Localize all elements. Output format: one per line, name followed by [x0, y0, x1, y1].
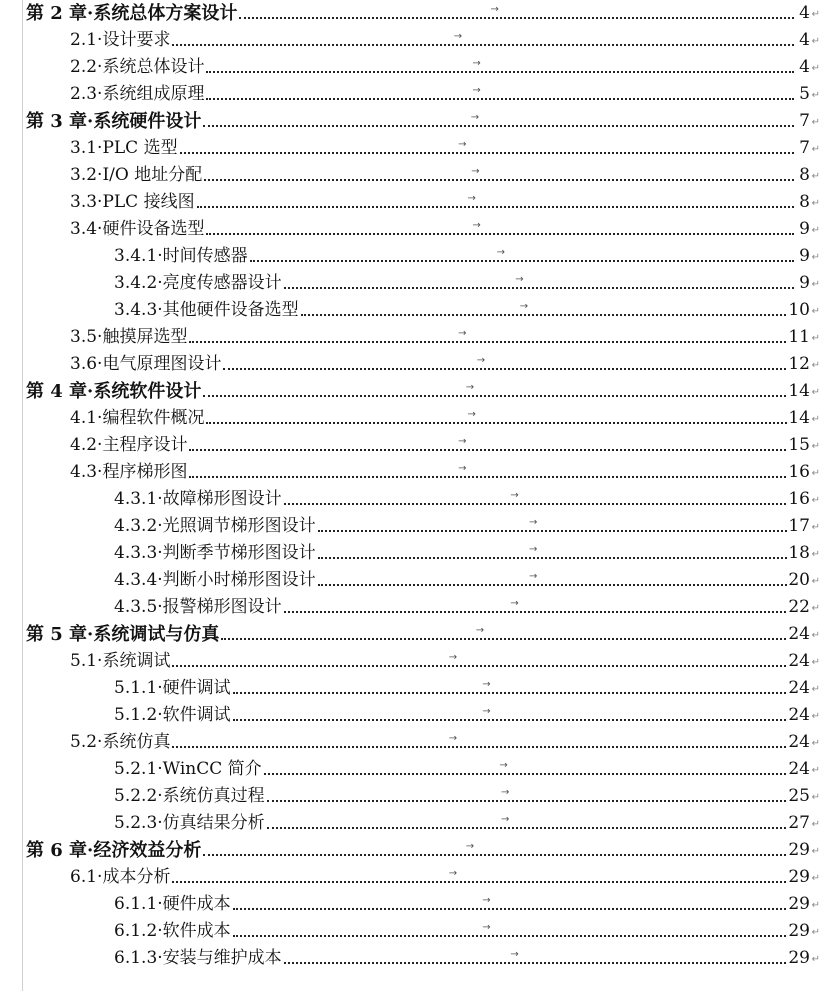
tab-mark-icon: → [482, 706, 491, 717]
toc-entry-title: 3.6·电气原理图设计 [70, 351, 223, 378]
dot-leader [233, 719, 794, 721]
toc-page-number: 29 [787, 945, 810, 972]
toc-page-number: 11 [787, 324, 810, 351]
tab-mark-icon: → [472, 58, 481, 69]
toc-entry[interactable] [0, 918, 830, 945]
toc-entry-title: 4.3.4·判断小时梯形图设计 [114, 567, 318, 594]
toc-entry-title: 3.1·PLC 选型 [70, 135, 180, 162]
paragraph-mark-icon: ↵ [811, 657, 820, 668]
dot-leader [172, 881, 794, 883]
dot-leader [284, 503, 794, 505]
paragraph-mark-icon: ↵ [811, 441, 820, 452]
dot-leader [284, 287, 794, 289]
paragraph-mark-icon: ↵ [811, 117, 820, 128]
dot-leader [221, 638, 794, 640]
toc-entry-title: 第 6 章·经济效益分析 [26, 837, 203, 864]
dot-leader [206, 422, 794, 424]
paragraph-mark-icon: ↵ [811, 738, 820, 749]
dot-leader [318, 584, 794, 586]
dot-leader [267, 800, 794, 802]
toc-page-number: 9 [798, 270, 810, 297]
toc-entry-title: 3.5·触摸屏选型 [70, 324, 189, 351]
toc-page-number: 24 [787, 675, 810, 702]
paragraph-mark-icon: ↵ [811, 333, 820, 344]
dot-leader [203, 854, 794, 856]
paragraph-mark-icon: ↵ [811, 279, 820, 290]
toc-page-number: 15 [787, 432, 810, 459]
tab-mark-icon: → [472, 220, 481, 231]
toc-entry-title: 4.3.1·故障梯形图设计 [114, 486, 284, 513]
toc-page-number: 29 [787, 837, 810, 864]
tab-mark-icon: → [482, 922, 491, 933]
paragraph-mark-icon: ↵ [811, 549, 820, 560]
toc-page-number: 20 [787, 567, 810, 594]
paragraph-mark-icon: ↵ [811, 954, 820, 965]
toc-page-number: 24 [787, 729, 810, 756]
paragraph-mark-icon: ↵ [811, 306, 820, 317]
paragraph-mark-icon: ↵ [811, 63, 820, 74]
dot-leader [180, 152, 794, 154]
tab-mark-icon: → [458, 139, 467, 150]
dot-leader [206, 71, 794, 73]
toc-entry-title: 4.3·程序梯形图 [70, 459, 189, 486]
dot-leader [189, 341, 794, 343]
toc-page-number: 18 [787, 540, 810, 567]
toc-page-number: 16 [787, 459, 810, 486]
toc-page-number: 4 [798, 0, 810, 27]
paragraph-mark-icon: ↵ [811, 819, 820, 830]
tab-mark-icon: → [529, 544, 538, 555]
toc-entry-title: 6.1.1·硬件成本 [114, 891, 233, 918]
paragraph-mark-icon: ↵ [811, 9, 820, 20]
toc-entry[interactable] [0, 432, 830, 459]
paragraph-mark-icon: ↵ [811, 684, 820, 695]
toc-entry-title: 第 4 章·系统软件设计 [26, 378, 203, 405]
toc-page-number: 5 [798, 81, 810, 108]
toc-page-number: 17 [787, 513, 810, 540]
toc-entry[interactable] [0, 513, 830, 540]
toc-page-number: 14 [787, 378, 810, 405]
toc-entry-title: 4.3.2·光照调节梯形图设计 [114, 513, 318, 540]
toc-entry[interactable] [0, 540, 830, 567]
toc-entry[interactable] [0, 675, 830, 702]
toc-entry[interactable] [0, 594, 830, 621]
toc-entry-title: 3.3·PLC 接线图 [70, 189, 197, 216]
toc-page-number: 24 [787, 621, 810, 648]
dot-leader [204, 179, 794, 181]
toc-page-number: 27 [787, 810, 810, 837]
toc-page-number: 10 [787, 297, 810, 324]
dot-leader [267, 827, 794, 829]
dot-leader [284, 611, 794, 613]
paragraph-mark-icon: ↵ [811, 36, 820, 47]
toc-page-number: 14 [787, 405, 810, 432]
dot-leader [250, 260, 794, 262]
tab-mark-icon: → [496, 247, 505, 258]
dot-leader [233, 908, 794, 910]
paragraph-mark-icon: ↵ [811, 252, 820, 263]
toc-entry[interactable] [0, 27, 830, 54]
dot-leader [203, 125, 794, 127]
toc-page-number: 24 [787, 756, 810, 783]
toc-entry-title: 4.3.3·判断季节梯形图设计 [114, 540, 318, 567]
toc-page-number: 16 [787, 486, 810, 513]
paragraph-mark-icon: ↵ [811, 522, 820, 533]
toc-entry-title: 5.1.1·硬件调试 [114, 675, 233, 702]
toc-page-number: 29 [787, 891, 810, 918]
tab-mark-icon: → [471, 166, 480, 177]
tab-mark-icon: → [472, 85, 481, 96]
tab-mark-icon: → [467, 409, 476, 420]
dot-leader [197, 206, 794, 208]
toc-entry[interactable] [0, 189, 830, 216]
toc-entry[interactable] [0, 945, 830, 972]
dot-leader [284, 962, 794, 964]
tab-mark-icon: → [465, 841, 475, 852]
paragraph-mark-icon: ↵ [811, 144, 820, 155]
toc-entry-title: 第 2 章·系统总体方案设计 [26, 0, 239, 27]
paragraph-mark-icon: ↵ [811, 495, 820, 506]
dot-leader [264, 773, 794, 775]
toc-entry-title: 2.3·系统组成原理 [70, 81, 206, 108]
tab-mark-icon: → [475, 625, 485, 636]
dot-leader [203, 395, 794, 397]
toc-entry-title: 6.1·成本分析 [70, 864, 172, 891]
toc-entry-title: 5.2.2·系统仿真过程 [114, 783, 267, 810]
tab-mark-icon: → [510, 949, 519, 960]
toc-entry[interactable] [0, 0, 830, 27]
paragraph-mark-icon: ↵ [811, 225, 820, 236]
toc-entry[interactable] [0, 243, 830, 270]
toc-page-number: 7 [798, 108, 810, 135]
tab-mark-icon: → [519, 301, 529, 312]
tab-mark-icon: → [482, 895, 491, 906]
toc-entry[interactable] [0, 135, 830, 162]
tab-mark-icon: → [529, 517, 538, 528]
toc-entry-title: 4.1·编程软件概况 [70, 405, 206, 432]
paragraph-mark-icon: ↵ [811, 765, 820, 776]
toc-entry-title: 6.1.3·安装与维护成本 [114, 945, 284, 972]
toc-page-number: 9 [798, 243, 810, 270]
dot-leader [239, 17, 794, 19]
tab-mark-icon: → [490, 4, 499, 15]
tab-mark-icon: → [510, 490, 519, 501]
toc-entry[interactable] [0, 378, 830, 405]
dot-leader [172, 746, 794, 748]
toc-entry-title: 3.4.2·亮度传感器设计 [114, 270, 284, 297]
dot-leader [223, 368, 794, 370]
toc-entry[interactable] [0, 864, 830, 891]
tab-mark-icon: → [458, 328, 467, 339]
toc-entry-title: 6.1.2·软件成本 [114, 918, 233, 945]
toc-page-number: 4 [798, 27, 810, 54]
toc-entry-title: 第 3 章·系统硬件设计 [26, 108, 203, 135]
paragraph-mark-icon: ↵ [811, 711, 820, 722]
paragraph-mark-icon: ↵ [811, 603, 820, 614]
toc-entry-title: 5.2.1·WinCC 简介 [114, 756, 264, 783]
toc-entry[interactable] [0, 108, 830, 135]
toc-entry-title: 3.4.1·时间传感器 [114, 243, 250, 270]
toc-entry[interactable] [0, 756, 830, 783]
toc-entry-title: 5.2·系统仿真 [70, 729, 172, 756]
paragraph-mark-icon: ↵ [811, 360, 820, 371]
dot-leader [172, 44, 794, 46]
toc-page-number: 4 [798, 54, 810, 81]
dot-leader [189, 449, 794, 451]
tab-mark-icon: → [499, 760, 508, 771]
tab-mark-icon: → [448, 868, 458, 879]
toc-entry-title: 2.1·设计要求 [70, 27, 172, 54]
paragraph-mark-icon: ↵ [811, 846, 820, 857]
dot-leader [206, 233, 794, 235]
paragraph-mark-icon: ↵ [811, 927, 820, 938]
paragraph-mark-icon: ↵ [811, 171, 820, 182]
toc-page-number: 12 [787, 351, 810, 378]
dot-leader [233, 692, 794, 694]
toc-page-number: 25 [787, 783, 810, 810]
tab-mark-icon: → [465, 382, 475, 393]
dot-leader [318, 530, 794, 532]
toc-entry[interactable] [0, 837, 830, 864]
paragraph-mark-icon: ↵ [811, 873, 820, 884]
toc-entry-title: 第 5 章·系统调试与仿真 [26, 621, 221, 648]
paragraph-mark-icon: ↵ [811, 468, 820, 479]
toc-entry[interactable] [0, 81, 830, 108]
tab-mark-icon: → [501, 787, 510, 798]
dot-leader [233, 935, 794, 937]
toc-entry-title: 4.2·主程序设计 [70, 432, 189, 459]
paragraph-mark-icon: ↵ [811, 792, 820, 803]
toc-entry[interactable] [0, 648, 830, 675]
tab-mark-icon: → [515, 274, 524, 285]
tab-mark-icon: → [467, 193, 476, 204]
toc-entry[interactable] [0, 486, 830, 513]
tab-mark-icon: → [482, 679, 491, 690]
toc-entry[interactable] [0, 783, 830, 810]
tab-mark-icon: → [476, 355, 486, 366]
toc-entry-title: 3.4.3·其他硬件设备选型 [114, 297, 301, 324]
toc-entry[interactable] [0, 162, 830, 189]
tab-mark-icon: → [448, 733, 458, 744]
toc-entry[interactable] [0, 351, 830, 378]
cut-off-entry [70, 981, 270, 993]
toc-entry-title: 3.2·I/O 地址分配 [70, 162, 204, 189]
toc-entry[interactable] [0, 567, 830, 594]
tab-mark-icon: → [458, 436, 467, 447]
paragraph-mark-icon: ↵ [811, 576, 820, 587]
toc-page-number: 29 [787, 918, 810, 945]
toc-page-number: 8 [798, 189, 810, 216]
toc-entry-title: 3.4·硬件设备选型 [70, 216, 206, 243]
toc-page-number: 24 [787, 648, 810, 675]
toc-entry[interactable] [0, 810, 830, 837]
toc-page-number: 9 [798, 216, 810, 243]
dot-leader [301, 314, 794, 316]
toc-entry[interactable] [0, 891, 830, 918]
toc-entry[interactable] [0, 702, 830, 729]
tab-mark-icon: → [458, 463, 467, 474]
paragraph-mark-icon: ↵ [811, 900, 820, 911]
dot-leader [206, 98, 794, 100]
toc-entry[interactable] [0, 216, 830, 243]
tab-mark-icon: → [529, 571, 538, 582]
tab-mark-icon: → [448, 652, 458, 663]
toc-entry[interactable] [0, 297, 830, 324]
toc-entry-title: 5.2.3·仿真结果分析 [114, 810, 267, 837]
toc-entry-title: 4.3.5·报警梯形图设计 [114, 594, 284, 621]
paragraph-mark-icon: ↵ [811, 90, 820, 101]
toc-page-number: 22 [787, 594, 810, 621]
toc-entry[interactable] [0, 324, 830, 351]
paragraph-mark-icon: ↵ [811, 198, 820, 209]
dot-leader [189, 476, 794, 478]
toc-entry[interactable] [0, 54, 830, 81]
toc-page-number: 24 [787, 702, 810, 729]
toc-page-number: 8 [798, 162, 810, 189]
toc-entry-title: 5.1.2·软件调试 [114, 702, 233, 729]
tab-mark-icon: → [453, 31, 463, 42]
paragraph-mark-icon: ↵ [811, 414, 820, 425]
dot-leader [172, 665, 794, 667]
toc-entry-title: 2.2·系统总体设计 [70, 54, 206, 81]
tab-mark-icon: → [470, 112, 480, 123]
tab-mark-icon: → [501, 814, 510, 825]
toc-page-number: 29 [787, 864, 810, 891]
toc-entry[interactable] [0, 405, 830, 432]
toc-entry[interactable] [0, 621, 830, 648]
tab-mark-icon: → [510, 598, 519, 609]
paragraph-mark-icon: ↵ [811, 387, 820, 398]
dot-leader [318, 557, 794, 559]
toc-page-number: 7 [798, 135, 810, 162]
paragraph-mark-icon: ↵ [811, 630, 820, 641]
toc-entry[interactable] [0, 729, 830, 756]
toc-entry[interactable] [0, 270, 830, 297]
toc-entry-title: 5.1·系统调试 [70, 648, 172, 675]
toc-entry[interactable] [0, 459, 830, 486]
